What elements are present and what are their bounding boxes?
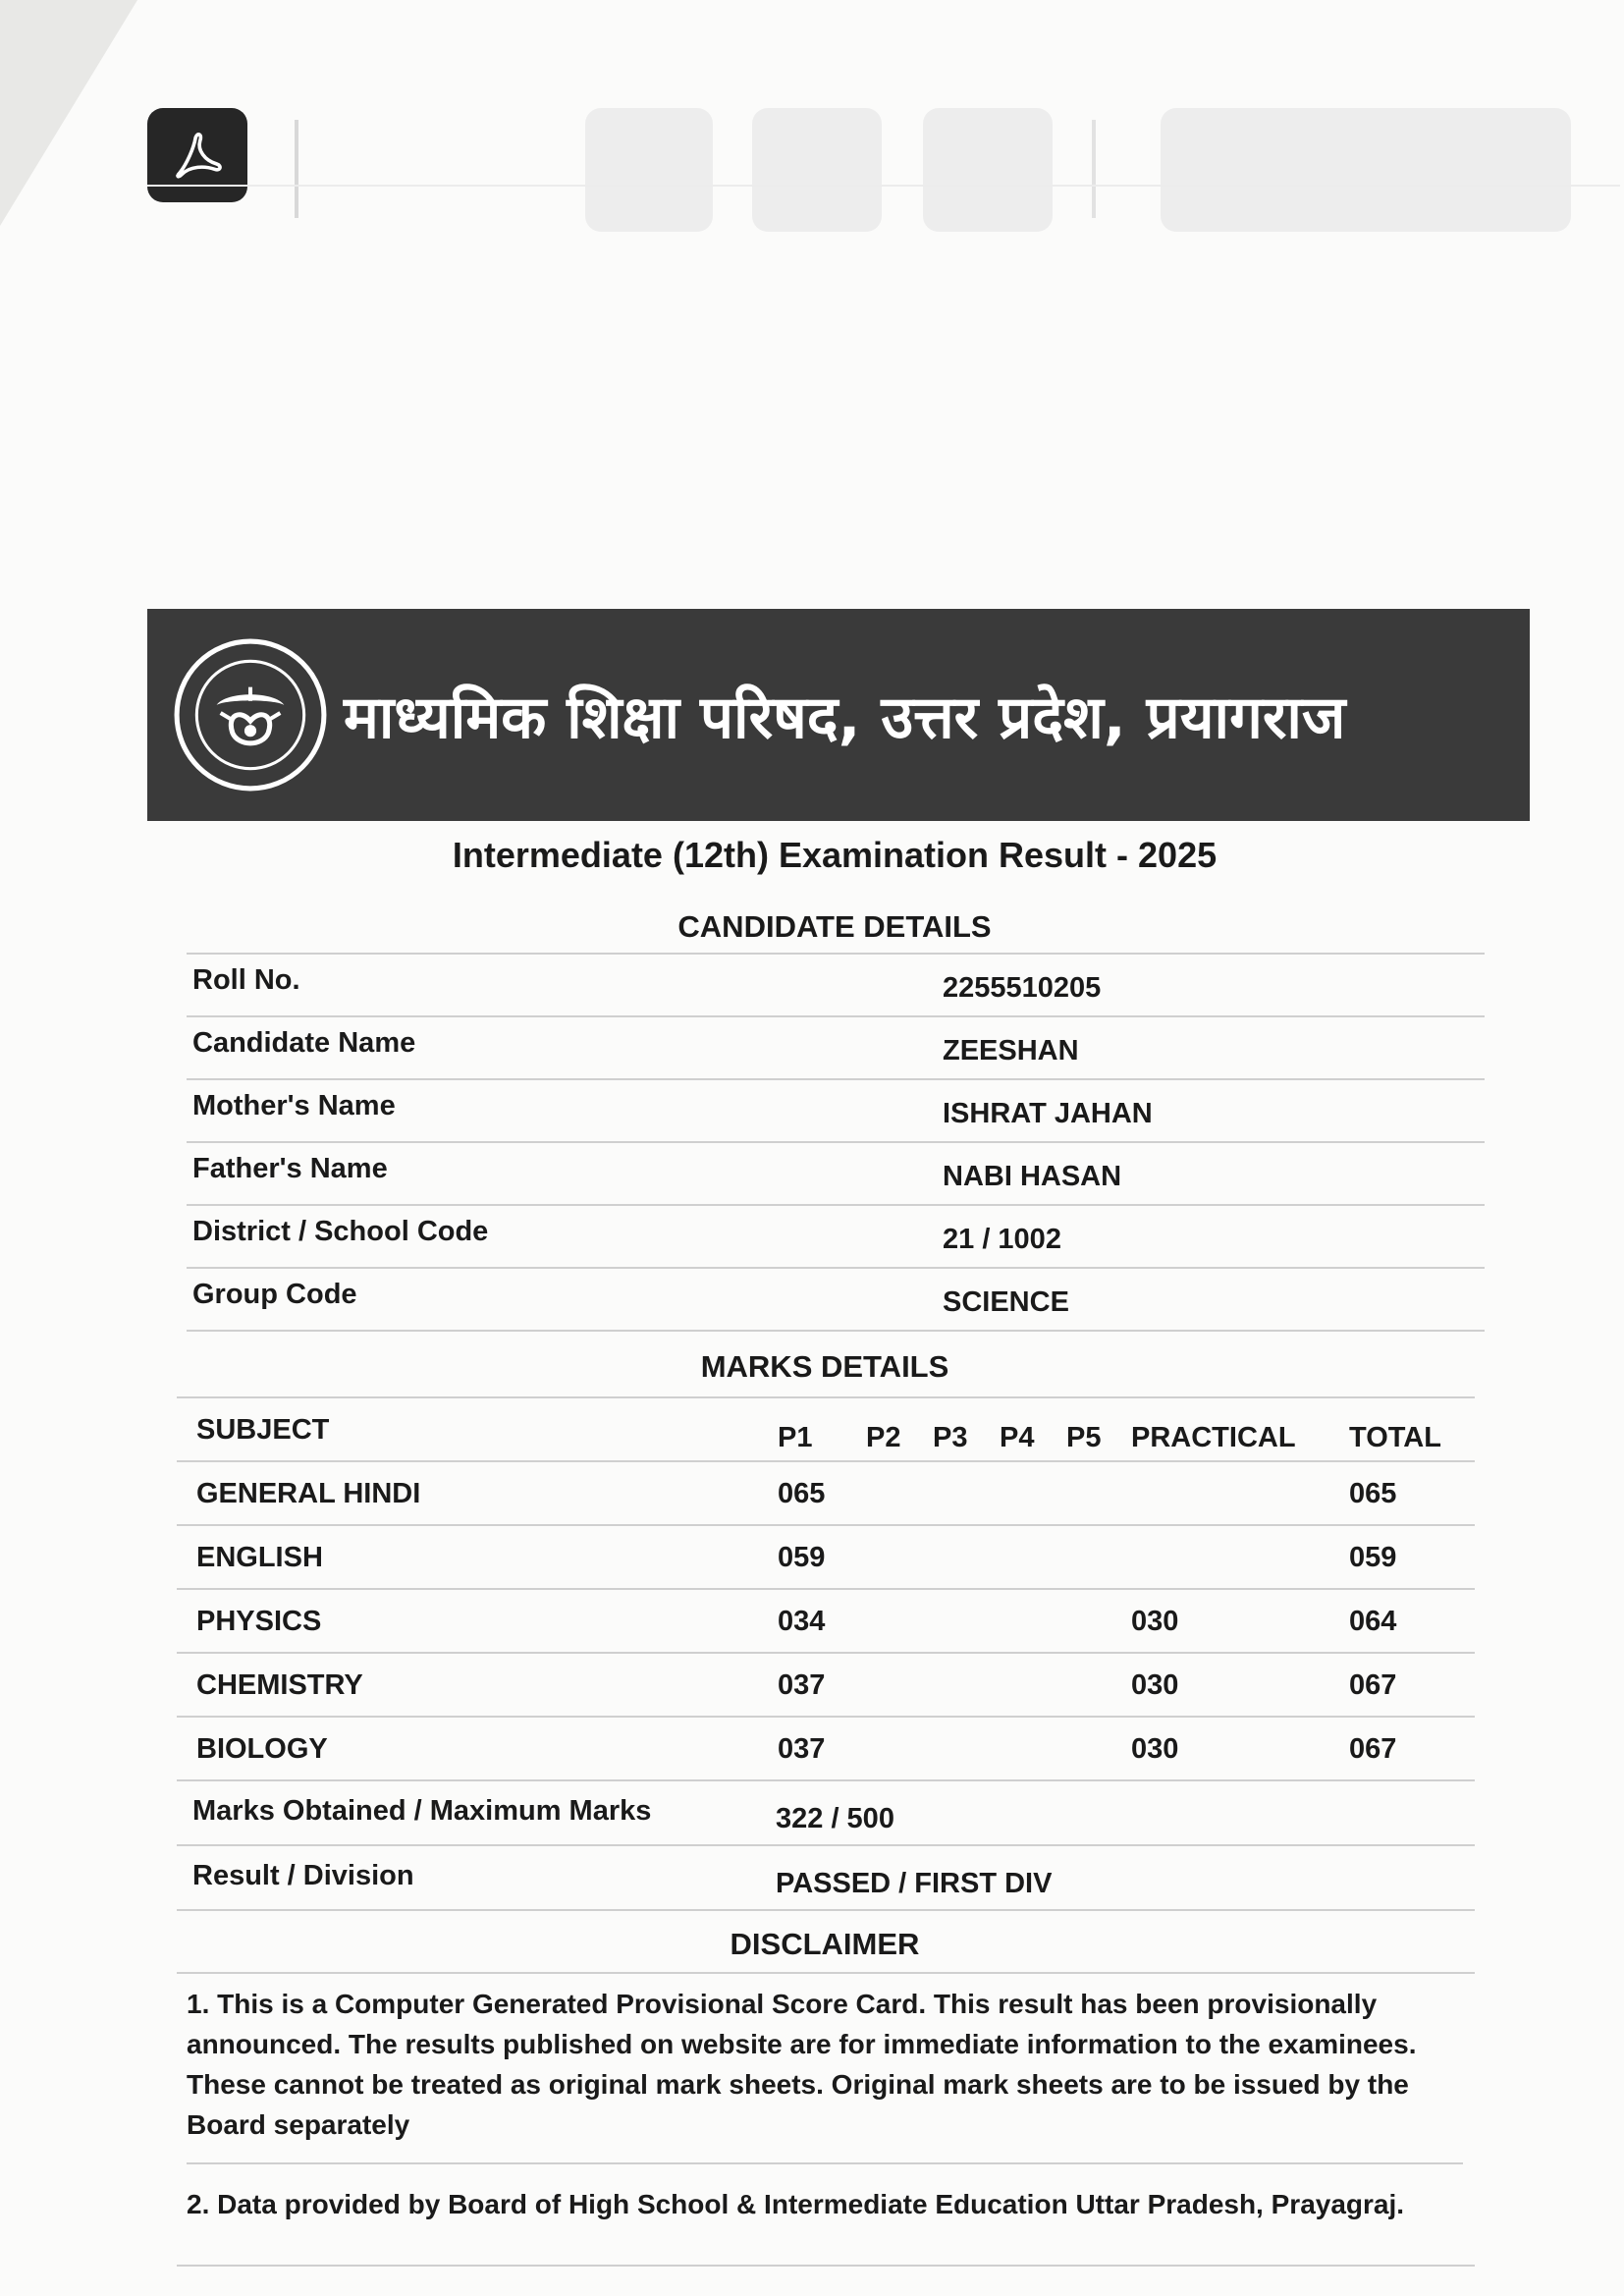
candidate-row-district-school bbox=[187, 1204, 1485, 1267]
total-mark: 067 bbox=[1349, 1669, 1397, 1701]
table-row bbox=[177, 1524, 1475, 1588]
disclaimer-body bbox=[187, 1984, 1463, 2224]
up-emblem-icon bbox=[171, 635, 330, 794]
candidate-value: 2255510205 bbox=[943, 972, 1102, 1004]
disclaimer-title: DISCLAIMER bbox=[730, 1927, 920, 1961]
toolbar-button[interactable] bbox=[752, 108, 882, 232]
candidate-label: Candidate Name bbox=[192, 1027, 416, 1059]
subject-name: ENGLISH bbox=[196, 1542, 323, 1573]
result-row bbox=[177, 1844, 1475, 1909]
candidate-label: Group Code bbox=[192, 1279, 357, 1310]
candidate-details-table bbox=[187, 953, 1485, 1332]
result-value: PASSED / FIRST DIV bbox=[776, 1868, 1053, 1899]
table-row bbox=[177, 1716, 1475, 1779]
board-title-hindi: माध्यमिक शिक्षा परिषद, उत्तर प्रदेश, प्रयागराज bbox=[344, 683, 1346, 752]
table-row bbox=[177, 1588, 1475, 1652]
exam-title: Intermediate (12th) Examination Result - 2025 bbox=[452, 835, 1218, 875]
toolbar-divider bbox=[147, 185, 1620, 187]
toolbar-button[interactable] bbox=[585, 108, 713, 232]
column-header-practical: PRACTICAL bbox=[1131, 1422, 1296, 1453]
marks-obtained-label: Marks Obtained / Maximum Marks bbox=[192, 1795, 652, 1827]
toolbar-separator bbox=[1092, 120, 1096, 218]
candidate-section-title: CANDIDATE DETAILS bbox=[677, 909, 992, 944]
practical-mark: 030 bbox=[1131, 1606, 1179, 1637]
candidate-label: District / School Code bbox=[192, 1216, 489, 1247]
toolbar-separator bbox=[295, 120, 298, 218]
candidate-value: SCIENCE bbox=[943, 1286, 1069, 1318]
column-header-total: TOTAL bbox=[1349, 1422, 1441, 1453]
disclaimer-item: 1. This is a Computer Generated Provisional Score Card. This result has been provisionally announced. The results published on website are for immediate information to the examinees. These cannot be treated as original mark sheets. Original mark sheets are to be issued by the Board separately bbox=[187, 1989, 1417, 2140]
practical-mark: 030 bbox=[1131, 1733, 1179, 1765]
table-rule bbox=[187, 1330, 1485, 1332]
subject-name: GENERAL HINDI bbox=[196, 1478, 421, 1509]
column-header-subject: SUBJECT bbox=[196, 1414, 330, 1446]
candidate-row-group-code bbox=[187, 1267, 1485, 1330]
subject-name: PHYSICS bbox=[196, 1606, 322, 1637]
candidate-label: Mother's Name bbox=[192, 1090, 396, 1121]
marks-obtained-row bbox=[177, 1779, 1475, 1844]
column-header-p2: P2 bbox=[866, 1422, 901, 1453]
table-row bbox=[177, 1652, 1475, 1716]
total-mark: 064 bbox=[1349, 1606, 1397, 1637]
table-rule bbox=[177, 1972, 1475, 1974]
column-header-p3: P3 bbox=[933, 1422, 968, 1453]
candidate-value: 21 / 1002 bbox=[943, 1224, 1061, 1255]
candidate-label: Father's Name bbox=[192, 1153, 388, 1184]
table-rule bbox=[177, 2265, 1475, 2267]
candidate-value: ISHRAT JAHAN bbox=[943, 1098, 1153, 1129]
board-header-banner bbox=[147, 609, 1530, 821]
candidate-row-name bbox=[187, 1015, 1485, 1078]
p1-mark: 037 bbox=[778, 1669, 826, 1701]
candidate-label: Roll No. bbox=[192, 964, 300, 996]
toolbar-search-box[interactable] bbox=[1161, 108, 1571, 232]
candidate-row-roll-no bbox=[187, 953, 1485, 1015]
practical-mark: 030 bbox=[1131, 1669, 1179, 1701]
column-header-p1: P1 bbox=[778, 1422, 813, 1453]
column-header-p4: P4 bbox=[1000, 1422, 1035, 1453]
candidate-value: NABI HASAN bbox=[943, 1161, 1122, 1192]
p1-mark: 059 bbox=[778, 1542, 826, 1573]
p1-mark: 037 bbox=[778, 1733, 826, 1765]
p1-mark: 034 bbox=[778, 1606, 826, 1637]
page-fold bbox=[0, 0, 137, 226]
result-label: Result / Division bbox=[192, 1860, 414, 1891]
toolbar-button[interactable] bbox=[923, 108, 1053, 232]
total-mark: 059 bbox=[1349, 1542, 1397, 1573]
acrobat-logo-icon[interactable] bbox=[147, 108, 247, 202]
marks-obtained-value: 322 / 500 bbox=[776, 1803, 894, 1834]
total-mark: 065 bbox=[1349, 1478, 1397, 1509]
column-header-p5: P5 bbox=[1066, 1422, 1102, 1453]
p1-mark: 065 bbox=[778, 1478, 826, 1509]
marks-header-row bbox=[177, 1396, 1475, 1460]
table-row bbox=[177, 1460, 1475, 1524]
table-rule bbox=[187, 2162, 1463, 2164]
table-rule bbox=[177, 1909, 1475, 1911]
candidate-value: ZEESHAN bbox=[943, 1035, 1079, 1066]
marks-section-title: MARKS DETAILS bbox=[700, 1349, 949, 1384]
total-mark: 067 bbox=[1349, 1733, 1397, 1765]
disclaimer-item: 2. Data provided by Board of High School & Intermediate Education Uttar Pradesh, Prayagraj. bbox=[187, 2189, 1405, 2219]
subject-name: BIOLOGY bbox=[196, 1733, 328, 1765]
marks-table bbox=[177, 1396, 1475, 1911]
subject-name: CHEMISTRY bbox=[196, 1669, 363, 1701]
viewer-toolbar bbox=[147, 108, 1571, 246]
candidate-row-father-name bbox=[187, 1141, 1485, 1204]
candidate-row-mother-name bbox=[187, 1078, 1485, 1141]
